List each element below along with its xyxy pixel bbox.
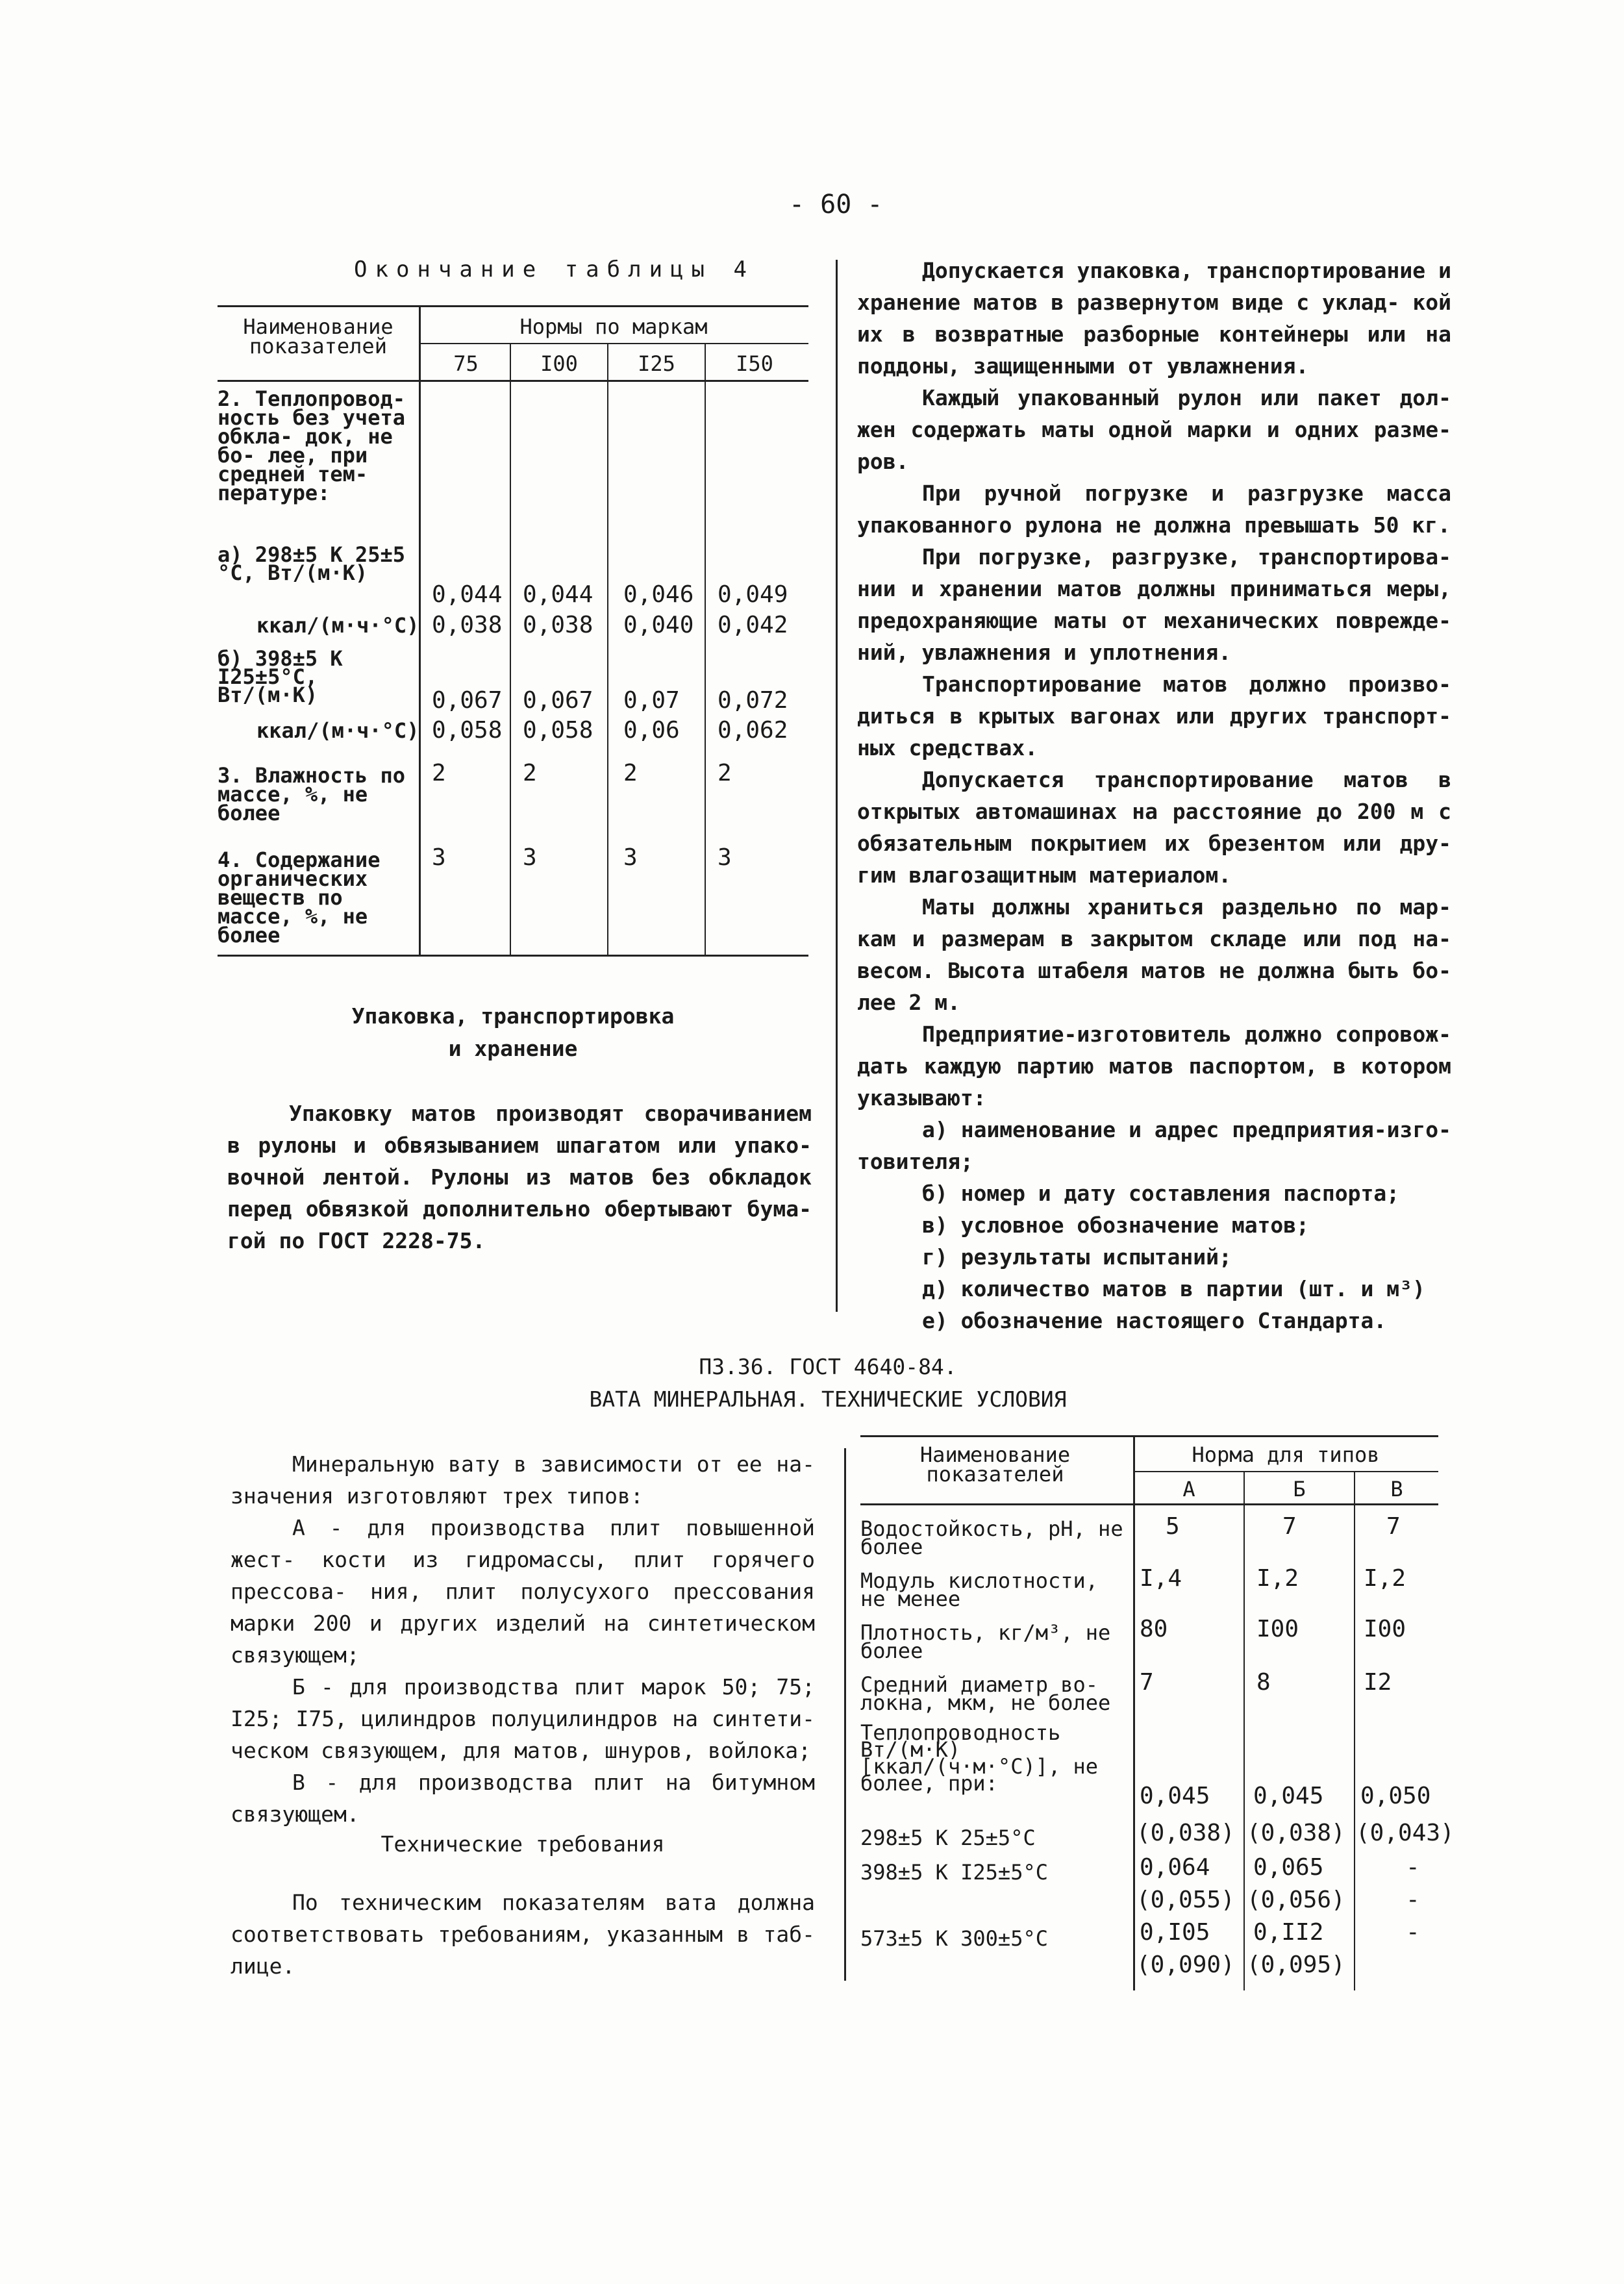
- cell-value: 0,07: [623, 687, 680, 714]
- table4: [218, 305, 808, 961]
- page-number: - 60 -: [789, 190, 883, 220]
- paragraph: Транспортирование матов должно произво- диться в крытых вагонах или других транспорт- ных средствах.: [857, 671, 1451, 760]
- cell-value: 0,06: [623, 717, 680, 744]
- wool-row-label: Модуль кислотности, не менее: [860, 1568, 1099, 1611]
- table4-mark: 75: [453, 351, 479, 376]
- cell-value: (0,038): [1247, 1820, 1345, 1846]
- cell-value: 0,045: [1253, 1783, 1324, 1809]
- wool-t1-label: 298±5 К 25±5°С: [860, 1826, 1036, 1850]
- paragraph: А - для производства плит повышенной жест- кости из гидромассы, плит горячего прессова- ния, плит полусухого прессования марки 200 и других изделий на синтетическом связующем;: [231, 1515, 815, 1668]
- cell-value: 0,045: [1140, 1783, 1210, 1809]
- table4-caption: Окончание таблицы 4: [354, 257, 755, 282]
- cell-value: 80: [1140, 1616, 1168, 1642]
- section-title: [195, 1351, 1461, 1416]
- paragraph: Предприятие-изготовитель должно сопровож- дать каждую партию матов паспортом, в котором указывают:: [857, 1022, 1451, 1111]
- column-divider: [844, 1448, 846, 1981]
- right-column: [857, 255, 1451, 1337]
- list-item: а) наименование и адрес предприятия-изго- товителя;: [857, 1117, 1451, 1174]
- table4-mark: I50: [736, 351, 773, 376]
- cell-value: (0,038): [1136, 1820, 1235, 1846]
- paragraph: Минеральную вату в зависимости от ее на- значения изготовляют трех типов:: [231, 1451, 815, 1509]
- wool-row-label: Средний диаметр во- локна, мкм, не более: [860, 1672, 1111, 1715]
- cell-value: (0,056): [1247, 1887, 1345, 1913]
- table4-row2b-kcal-label: ккал/(м·ч·°С): [256, 718, 419, 743]
- cell-value: 0,II2: [1253, 1919, 1324, 1946]
- cell-value: 3: [623, 844, 638, 871]
- cell-value: 0,072: [718, 687, 788, 714]
- packaging-heading-line1: Упаковка, транспортировка: [351, 1003, 675, 1029]
- cell-value: 0,I05: [1140, 1919, 1210, 1946]
- list-item: г) результаты испытаний;: [922, 1244, 1232, 1270]
- paragraph: Допускается транспортирование матов в открытых автомашинах на расстояние до 200 м с обязательным покрытием их брезентом или дру- гим влагозащитным материалом.: [857, 767, 1451, 888]
- table4-mark: I25: [638, 351, 675, 376]
- paragraph: Маты должны храниться раздельно по мар- кам и размерам в закрытом складе или под на- весом. Высота штабеля матов не должна быть бо- лее 2 м.: [857, 894, 1451, 1015]
- cell-value: 0,038: [432, 612, 503, 638]
- table4-row3-label: 3. Влажность по массе, %, не более: [218, 763, 405, 825]
- list-item: в) условное обозначение матов;: [922, 1212, 1310, 1238]
- packaging-heading: [218, 1000, 808, 1065]
- table4-header-name: Наименование показателей: [243, 314, 394, 358]
- cell-value: 0,046: [623, 581, 694, 608]
- section-title-line1: П3.36. ГОСТ 4640-84.: [699, 1354, 957, 1379]
- wool-thermal-label: Теплопроводность Вт/(м·К) [ккал/(ч·м·°С)], не более, при:: [860, 1720, 1099, 1796]
- paragraph: При ручной погрузке и разгрузке масса упакованного рулона не должна превышать 50 кг.: [857, 481, 1451, 538]
- paragraph: Б - для производства плит марок 50; 75; I25; I75, цилиндров полуцилиндров на синтети- ческом связующем, для матов, шнуров, войлока;: [231, 1674, 815, 1763]
- wool-t2-label: 398±5 К I25±5°С: [860, 1860, 1048, 1885]
- wool-table: [860, 1435, 1455, 1994]
- cell-value: 0,044: [523, 581, 593, 608]
- cell-value: 7: [1140, 1669, 1154, 1696]
- cell-value: -: [1406, 1919, 1420, 1946]
- cell-value: 0,065: [1253, 1854, 1324, 1881]
- cell-value: -: [1406, 1854, 1420, 1881]
- table4-row4-label: 4. Содержание органических веществ по массе, %, не более: [218, 847, 381, 947]
- column-divider: [836, 260, 838, 1312]
- cell-value: 8: [1256, 1669, 1271, 1696]
- table4-row2b-label: б) 398±5 К I25±5°С, Вт/(м·К): [218, 646, 343, 707]
- cell-value: 7: [1282, 1513, 1297, 1540]
- cell-value: 2: [623, 760, 638, 786]
- cell-value: 3: [718, 844, 732, 871]
- paragraph: Каждый упакованный рулон или пакет дол- жен содержать маты одной марки и одних разме- ров.: [857, 385, 1451, 474]
- cell-value: 0,067: [523, 687, 593, 714]
- cell-value: 0,050: [1360, 1783, 1431, 1809]
- paragraph: При погрузке, разгрузке, транспортирова- нии и хранении матов должны приниматься меры, предохраняющие маты от механических поврежде- ний, увлажнения и уплотнения.: [857, 544, 1451, 665]
- wool-row-label: Водостойкость, рН, не более: [860, 1516, 1123, 1559]
- cell-value: 3: [432, 844, 446, 871]
- cell-value: 2: [432, 760, 446, 786]
- paragraph: Допускается упаковка, транспортирование и хранение матов в развернутом виде с уклад- кой их в возвратные разборные контейнеры или на поддоны, защищенными от увлажнения.: [857, 258, 1451, 379]
- cell-value: 2: [523, 760, 537, 786]
- paragraph: В - для производства плит на битумном связующем.: [231, 1770, 815, 1827]
- cell-value: (0,095): [1247, 1951, 1345, 1978]
- cell-value: (0,090): [1136, 1951, 1235, 1978]
- cell-value: I2: [1364, 1669, 1392, 1696]
- wool-table-type: Б: [1293, 1477, 1306, 1501]
- cell-value: I,4: [1140, 1565, 1182, 1592]
- cell-value: 2: [718, 760, 732, 786]
- list-item: е) обозначение настоящего Стандарта.: [922, 1308, 1387, 1333]
- tech-heading: Технические требования: [381, 1831, 665, 1857]
- wool-table-type: А: [1182, 1477, 1195, 1501]
- wool-table-header-name: Наименование показателей: [919, 1442, 1071, 1487]
- cell-value: I,2: [1364, 1565, 1406, 1592]
- cell-value: 0,038: [523, 612, 593, 638]
- cell-value: 0,042: [718, 612, 788, 638]
- table4-mark: I00: [540, 351, 578, 376]
- wool-table-header-norm: Норма для типов: [1192, 1442, 1380, 1467]
- cell-value: I,2: [1256, 1565, 1299, 1592]
- cell-value: (0,043): [1356, 1820, 1455, 1846]
- section-title-line2: ВАТА МИНЕРАЛЬНАЯ. ТЕХНИЧЕСКИЕ УСЛОВИЯ: [589, 1387, 1067, 1412]
- packaging-paragraph: Упаковку матов производят сворачиванием в рулоны и обвязыванием шпагатом или упако- вочной лентой. Рулоны из матов без обкладок перед обвязкой дополнительно обертывают бума- гой по ГОСТ 2228-75.: [227, 1101, 812, 1253]
- cell-value: 3: [523, 844, 537, 871]
- packaging-heading-line2: и хранение: [448, 1036, 578, 1061]
- cell-value: -: [1406, 1887, 1420, 1913]
- wool-row-label: Плотность, кг/м³, не более: [860, 1620, 1111, 1663]
- cell-value: 0,044: [432, 581, 503, 608]
- wool-table-type: В: [1390, 1477, 1403, 1501]
- tech-paragraph: По техническим показателям вата должна соответствовать требованиям, указанным в таб- лице.: [231, 1890, 815, 1979]
- cell-value: 0,040: [623, 612, 694, 638]
- cell-value: 0,064: [1140, 1854, 1210, 1881]
- table4-row2-label: 2. Теплопровод- ность без учета обкла- док, не бо- лее, при средней тем- пературе:: [218, 386, 405, 505]
- cell-value: I00: [1256, 1616, 1299, 1642]
- cell-value: 7: [1386, 1513, 1401, 1540]
- wool-t3-label: 573±5 К 300±5°С: [860, 1926, 1048, 1951]
- list-item: д) количество матов в партии (шт. и м³): [922, 1276, 1425, 1301]
- cell-value: I00: [1364, 1616, 1406, 1642]
- list-item: б) номер и дату составления паспорта;: [922, 1181, 1400, 1206]
- cell-value: 5: [1166, 1513, 1180, 1540]
- cell-value: 0,067: [432, 687, 503, 714]
- cell-value: 0,058: [432, 717, 503, 744]
- table4-header-norms: Нормы по маркам: [519, 314, 708, 339]
- cell-value: 0,049: [718, 581, 788, 608]
- table4-row2a-kcal-label: ккал/(м·ч·°С): [256, 613, 419, 638]
- cell-value: (0,055): [1136, 1887, 1235, 1913]
- cell-value: 0,058: [523, 717, 593, 744]
- cell-value: 0,062: [718, 717, 788, 744]
- wool-text: [231, 1448, 815, 1830]
- table4-row2a-label: а) 298±5 К 25±5 °С, Вт/(м·К): [218, 542, 405, 585]
